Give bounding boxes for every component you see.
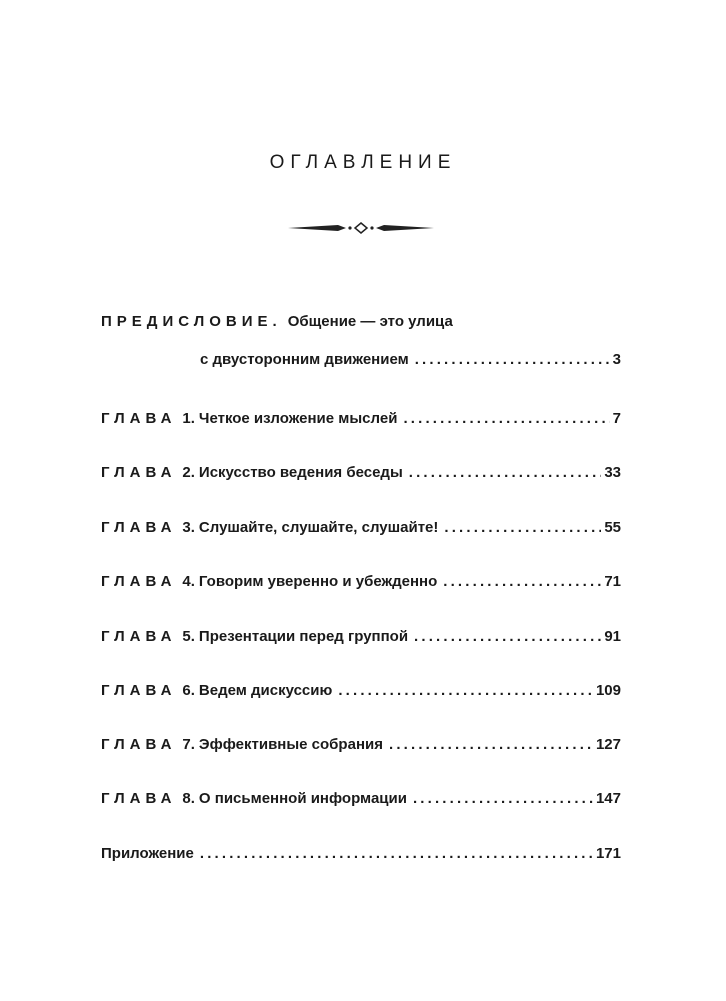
chapter-label: ГЛАВА [101,464,177,481]
chapter-number: 8. [182,790,195,807]
preface-label: ПРЕДИСЛОВИЕ. [101,313,282,330]
toc-chapter-1[interactable] [101,410,621,430]
chapter-label: ГЛАВА [101,410,177,427]
toc-chapter-2[interactable] [101,464,621,484]
chapter-title: Говорим уверенно и убежденно [198,573,438,590]
chapter-label: ГЛАВА [101,628,177,645]
chapter-title: Ведем дискуссию [198,682,333,699]
preface-title-line2: с двусторонним движением [200,351,409,368]
chapter-title: Четкое изложение мыслей [198,410,398,427]
chapter-title: О письменной информации [198,790,407,807]
dot-leader [443,573,601,590]
ornament-divider-icon [288,220,434,236]
chapter-label: ГЛАВА [101,573,177,590]
dot-leader [338,682,593,699]
chapter-label: ГЛАВА [101,519,177,536]
toc-preface-line1[interactable] [101,313,621,333]
chapter-page: 71 [604,573,621,590]
chapter-number: 7. [182,736,195,753]
dot-leader [409,464,602,481]
appendix-page: 171 [595,845,621,862]
chapter-title: Презентации перед группой [198,628,409,645]
chapter-page: 127 [595,736,621,753]
chapter-number: 5. [182,628,195,645]
appendix-title: Приложение [101,845,194,862]
chapter-number: 3. [182,519,195,536]
toc-chapter-5[interactable] [101,628,621,648]
chapter-number: 1. [182,410,195,427]
chapter-page: 91 [604,628,621,645]
toc-chapter-7[interactable] [101,736,621,756]
toc-chapter-6[interactable] [101,682,621,702]
chapter-label: ГЛАВА [101,682,177,699]
dot-leader [415,351,610,368]
page-title: ОГЛАВЛЕНИЕ [269,152,457,173]
toc-preface-line2[interactable] [200,351,621,371]
chapter-page: 33 [604,464,621,481]
toc-chapter-4[interactable] [101,573,621,593]
toc-appendix[interactable] [101,845,621,865]
dot-leader [403,410,609,427]
dot-leader [444,519,601,536]
preface-page: 3 [612,351,621,368]
chapter-page: 55 [604,519,621,536]
preface-title-line1: Общение — это улица [287,313,453,330]
chapter-title: Слушайте, слушайте, слушайте! [198,519,439,536]
chapter-label: ГЛАВА [101,736,177,753]
toc-chapter-8[interactable] [101,790,621,810]
dot-leader [200,845,593,862]
dot-leader [389,736,593,753]
dot-leader [414,628,601,645]
toc-chapter-3[interactable] [101,519,621,539]
chapter-number: 4. [182,573,195,590]
chapter-page: 147 [595,790,621,807]
chapter-number: 2. [182,464,195,481]
dot-leader [413,790,593,807]
chapter-page: 109 [595,682,621,699]
chapter-label: ГЛАВА [101,790,177,807]
chapter-title: Искусство ведения беседы [198,464,403,481]
chapter-number: 6. [182,682,195,699]
chapter-page: 7 [612,410,621,427]
chapter-title: Эффективные собрания [198,736,383,753]
